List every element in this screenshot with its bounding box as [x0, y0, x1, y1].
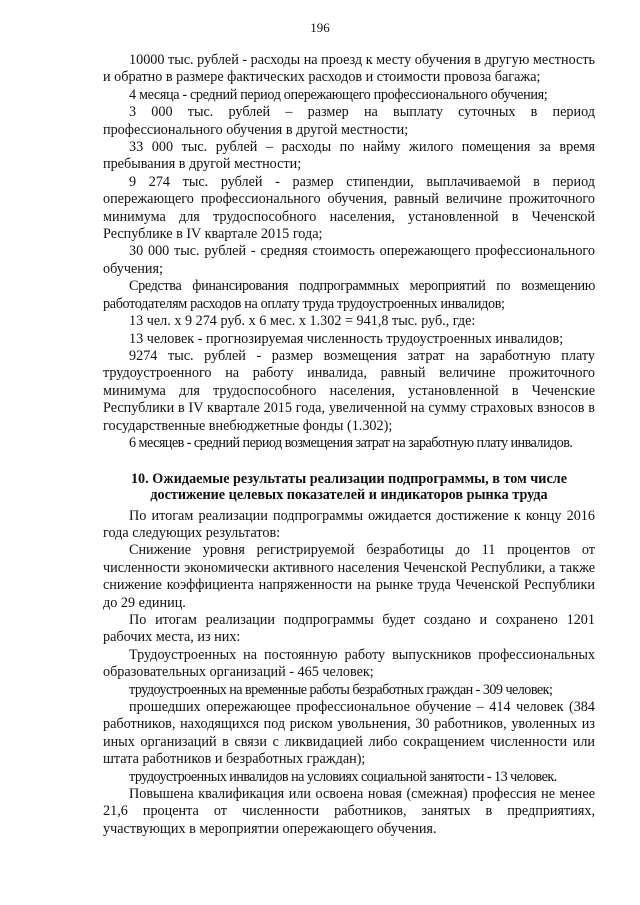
paragraph: трудоустроенных инвалидов на условиях социальной занятости - 13 человек.: [129, 768, 557, 785]
paragraph: 9 274 тыс. рублей - размер стипендии, выплачиваемой в период опережающего профессионального обучения, равный величине прожиточного минимума для трудоспособного населения, установленной в Чеченской Республике в IV квартале 2015 года;: [103, 173, 595, 243]
paragraph: 30 000 тыс. рублей - средняя стоимость опережающего профессионального обучения;: [103, 243, 595, 277]
paragraph: 3 000 тыс. рублей – размер на выплату суточных в период профессионального обучения в другой местности;: [103, 104, 595, 138]
paragraph: Средства финансирования подпрограммных мероприятий по возмещению работодателям расходов на оплату труда трудоустроенных инвалидов;: [103, 278, 595, 312]
formula-line: 13 чел. х 9 274 руб. х 6 мес. х 1.302 = 941,8 тыс. руб., где:: [129, 313, 476, 330]
section-heading: 10. Ожидаемые результаты реализации подпрограммы, в том числе достижение целевых показателей и индикаторов рынка труда: [130, 471, 568, 503]
paragraph: 13 человек - прогнозируемая численность трудоустроенных инвалидов;: [129, 330, 564, 347]
paragraph: Повышена квалификация или освоена новая (смежная) профессия не менее 21,6 процента от численности работников, занятых в предприятиях, участвующих в мероприятии опережающего обучения.: [103, 786, 595, 837]
paragraph: 33 000 тыс. рублей – расходы по найму жилого помещения за время пребывания в другой местности;: [103, 139, 595, 173]
paragraph: 4 месяца - средний период опережающего профессионального обучения;: [129, 86, 548, 103]
paragraph: 9274 тыс. рублей - размер возмещения затрат на заработную плату трудоустроенного на работу инвалида, равный величине прожиточного минимума для трудоспособного населения, установленной в Чеченские Республики в IV квартале 2015 года, увеличенной на сумму страховых взносов в государственные внебюджетные фонды (1.302);: [103, 347, 595, 434]
page-number: 196: [310, 20, 330, 35]
paragraph: трудоустроенных на временные работы безработных граждан - 309 человек;: [129, 681, 553, 698]
page-body: [103, 52, 595, 838]
paragraph: 10000 тыс. рублей - расходы на проезд к месту обучения в другую местность и обратно в размере фактических расходов и стоимости провоза багажа;: [103, 52, 595, 86]
paragraph: По итогам реализации подпрограммы ожидается достижение к концу 2016 года следующих результатов:: [103, 507, 595, 541]
paragraph: Трудоустроенных на постоянную работу выпускников профессиональных образовательных организаций - 465 человек;: [103, 646, 595, 681]
paragraph: По итогам реализации подпрограммы будет создано и сохранено 1201 рабочих места, из них:: [103, 611, 595, 646]
paragraph: Снижение уровня регистрируемой безработицы до 11 процентов от численности экономически активного населения Чеченской Республики, а также снижение коэффициента напряженности на рынке труда Чеченской Республики до 29 единиц.: [103, 542, 595, 611]
paragraph: 6 месяцев - средний период возмещения затрат на заработную плату инвалидов.: [129, 434, 573, 451]
paragraph: прошедших опережающее профессиональное обучение – 414 человек (384 работников, находящихся под риском увольнения, 30 работников, уволенных из иных организаций в связи с ликвидацией либо сокращением численности или штата работников и безработных граждан);: [103, 699, 595, 768]
